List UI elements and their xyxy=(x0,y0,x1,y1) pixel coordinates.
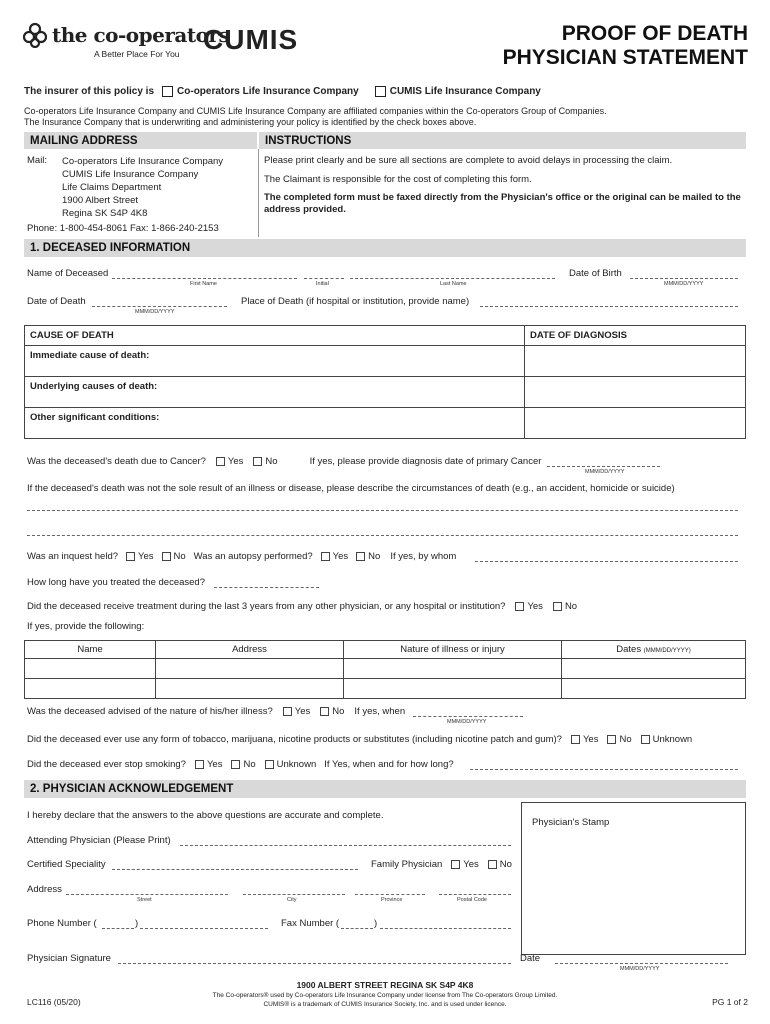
dob-field[interactable] xyxy=(630,278,738,279)
insurer-row xyxy=(24,86,541,97)
provider-nature-cell[interactable] xyxy=(344,679,562,699)
attending-field[interactable] xyxy=(180,845,511,846)
mailing-lines xyxy=(62,155,223,220)
affiliation-note-1: Co-operators Life Insurance Company and CUMIS Life Insurance Company are affiliated companies within the Co-operators Group of Companies. xyxy=(24,106,607,116)
coop-life-checkbox[interactable] xyxy=(162,86,173,97)
column-divider xyxy=(258,149,259,237)
pod-field[interactable] xyxy=(480,306,738,307)
declare-text: I hereby declare that the answers to the above questions are accurate and complete. xyxy=(27,810,384,821)
attending-label: Attending Physician (Please Print) xyxy=(27,835,171,846)
cancer-if-label: If yes, please provide diagnosis date of primary Cancer xyxy=(309,456,542,467)
dob-hint: MMM/DD/YYYY xyxy=(664,281,704,287)
section1-heading: 1. DECEASED INFORMATION xyxy=(24,239,746,257)
cause-header: CAUSE OF DEATH xyxy=(25,326,525,346)
col-dates xyxy=(562,641,746,659)
col-dates-format: (MMM/DD/YYYY) xyxy=(643,648,691,654)
footer-license-1: The Co-operators® used by Co-operators Life Insurance Company under license from The Co-operators Group Limited. xyxy=(212,992,558,999)
coop-tagline: A Better Place For You xyxy=(94,49,180,59)
postal-field[interactable] xyxy=(439,894,511,895)
not-sole-label: If the deceased's death was not the sole result of an illness or disease, please describe the circumstances of death (e.g., an accident, homicide or suicide) xyxy=(27,483,675,494)
tobacco-row xyxy=(27,734,692,745)
certified-label: Certified Speciality xyxy=(27,859,106,870)
form-code: LC116 (05/20) xyxy=(27,997,81,1007)
form-title xyxy=(503,22,748,70)
cumis-logo: CUMIS xyxy=(203,24,299,55)
section2-heading: 2. PHYSICIAN ACKNOWLEDGEMENT xyxy=(24,780,746,798)
yes-label: Yes xyxy=(582,734,599,745)
certified-field[interactable] xyxy=(112,869,358,870)
yes-label: Yes xyxy=(138,551,154,562)
coop-logo xyxy=(22,22,229,59)
cancer-question: Was the deceased's death due to Cancer? xyxy=(27,456,206,467)
page-number: PG 1 of 2 xyxy=(712,997,748,1007)
treatment-question: Did the deceased receive treatment during the last 3 years from any other physician, or any hospital or institution? xyxy=(27,601,506,612)
mail-label: Mail: xyxy=(27,155,48,166)
underlying-cause-cell[interactable]: Underlying causes of death: xyxy=(25,377,525,408)
signature-field[interactable] xyxy=(118,963,511,964)
cumis-life-option: CUMIS Life Insurance Company xyxy=(389,86,541,97)
col-name: Name xyxy=(25,641,156,659)
city-hint: City xyxy=(287,897,297,903)
inquest-no-checkbox[interactable] xyxy=(162,552,171,561)
provider-dates-cell[interactable] xyxy=(562,659,746,679)
mail-line: Co-operators Life Insurance Company xyxy=(62,156,224,167)
autopsy-no-checkbox[interactable] xyxy=(356,552,365,561)
tobacco-unknown-checkbox[interactable] xyxy=(641,735,650,744)
cancer-yes-checkbox[interactable] xyxy=(216,457,225,466)
cancer-date-hint: MMM/DD/YYYY xyxy=(585,469,625,475)
phone-paren: ) xyxy=(135,918,139,929)
immediate-cause-cell[interactable]: Immediate cause of death: xyxy=(25,346,525,377)
unknown-label: Unknown xyxy=(276,759,317,770)
col-dates-label: Dates xyxy=(616,644,642,655)
affiliation-note-2: The Insurance Company that is underwriting and administering your policy is identified by the check boxes above. xyxy=(24,117,477,127)
yes-label: Yes xyxy=(206,759,223,770)
footer-address: 1900 ALBERT STREET REGINA SK S4P 4K8 xyxy=(296,980,474,990)
initial-field[interactable] xyxy=(304,278,344,279)
fax-field[interactable] xyxy=(380,928,511,929)
diagnosis-header: DATE OF DIAGNOSIS xyxy=(525,326,746,346)
no-label: No xyxy=(368,551,381,562)
mail-line: Life Claims Department xyxy=(62,182,162,193)
phone-label: Phone Number ( xyxy=(27,918,97,929)
stop-no-checkbox[interactable] xyxy=(231,760,240,769)
yes-label: Yes xyxy=(294,706,311,717)
other-diagnosis-cell[interactable] xyxy=(525,408,746,439)
treatment-no-checkbox[interactable] xyxy=(553,602,562,611)
circumstances-line-2[interactable] xyxy=(27,535,738,536)
no-label: No xyxy=(564,601,578,612)
no-label: No xyxy=(332,706,345,717)
provider-dates-cell[interactable] xyxy=(562,679,746,699)
coop-brand: the co-operators xyxy=(52,23,230,47)
no-label: No xyxy=(499,859,512,870)
coop-logo-icon xyxy=(22,22,48,48)
autopsy-yes-checkbox[interactable] xyxy=(321,552,330,561)
yes-label: Yes xyxy=(227,456,244,467)
footer-license-2: CUMIS® is a trademark of CUMIS Insurance Society, Inc. and is used under licence. xyxy=(263,1001,507,1008)
tobacco-yes-checkbox[interactable] xyxy=(571,735,580,744)
family-yes-checkbox[interactable] xyxy=(451,860,460,869)
fax-area-field[interactable] xyxy=(341,928,373,929)
if-yes-when-label: If yes, when xyxy=(354,706,406,717)
treatment-yes-checkbox[interactable] xyxy=(515,602,524,611)
physician-stamp-box[interactable] xyxy=(521,802,746,955)
mailing-phone: Phone: 1-800-454-8061 Fax: 1-866-240-2153 xyxy=(27,223,219,234)
instructions-heading: INSTRUCTIONS xyxy=(259,132,746,149)
province-field[interactable] xyxy=(355,894,425,895)
yes-label: Yes xyxy=(332,551,349,562)
dod-field[interactable] xyxy=(92,306,227,307)
when-how-long-field[interactable] xyxy=(470,769,738,770)
provider-name-cell[interactable] xyxy=(25,659,156,679)
provider-name-cell[interactable] xyxy=(25,679,156,699)
last-name-hint: Last Name xyxy=(440,281,467,287)
first-name-field[interactable] xyxy=(112,278,297,279)
stop-yes-checkbox[interactable] xyxy=(195,760,204,769)
no-label: No xyxy=(173,551,186,562)
instruction-1: Please print clearly and be sure all sections are complete to avoid delays in processing the claim. xyxy=(264,155,673,166)
autopsy-question: Was an autopsy performed? xyxy=(193,551,313,562)
signature-label: Physician Signature xyxy=(27,953,111,964)
cancer-row xyxy=(27,456,541,467)
family-row xyxy=(371,859,512,870)
advised-no-checkbox[interactable] xyxy=(320,707,329,716)
if-yes-provide: If yes, provide the following: xyxy=(27,621,145,632)
provider-nature-cell[interactable] xyxy=(344,659,562,679)
mail-line: 1900 Albert Street xyxy=(62,195,139,206)
street-field[interactable] xyxy=(66,894,228,895)
advised-row xyxy=(27,706,405,717)
treatment-row xyxy=(27,601,577,612)
yes-label: Yes xyxy=(527,601,543,612)
dod-hint: MMM/DD/YYYY xyxy=(135,309,175,315)
no-label: No xyxy=(265,456,278,467)
advised-date-field[interactable] xyxy=(413,716,523,717)
title-line1: PROOF OF DEATH xyxy=(561,22,748,45)
family-label: Family Physician xyxy=(371,859,443,870)
advised-question: Was the deceased advised of the nature of his/her illness? xyxy=(27,706,273,717)
other-conditions-cell[interactable]: Other significant conditions: xyxy=(25,408,525,439)
cause-of-death-table xyxy=(24,325,746,439)
pod-label: Place of Death (if hospital or institution, provide name) xyxy=(241,296,470,307)
sign-date-field[interactable] xyxy=(555,963,728,964)
fax-label: Fax Number ( xyxy=(281,918,340,929)
inquest-row xyxy=(27,551,456,562)
coop-life-option: Co-operators Life Insurance Company xyxy=(177,86,359,97)
address-label: Address xyxy=(27,884,62,895)
yes-label: Yes xyxy=(463,859,479,870)
stop-smoking-question: Did the deceased ever stop smoking? xyxy=(27,759,186,770)
cumis-life-checkbox[interactable] xyxy=(375,86,386,97)
dob-label: Date of Birth xyxy=(569,268,622,279)
mailing-heading: MAILING ADDRESS xyxy=(24,132,257,149)
stamp-label: Physician's Stamp xyxy=(532,817,610,828)
instruction-3: The completed form must be faxed directly from the Physician's office or the original can be mailed to the address provided. xyxy=(264,192,741,215)
dod-label: Date of Death xyxy=(27,296,86,307)
inquest-question: Was an inquest held? xyxy=(27,551,119,562)
unknown-label: Unknown xyxy=(652,734,693,745)
advised-yes-checkbox[interactable] xyxy=(283,707,292,716)
mail-line: CUMIS Life Insurance Company xyxy=(62,169,199,180)
by-whom-label: If yes, by whom xyxy=(390,551,457,562)
date-label: Date xyxy=(520,953,541,964)
tobacco-no-checkbox[interactable] xyxy=(607,735,616,744)
cancer-date-field[interactable] xyxy=(547,466,660,467)
inquest-yes-checkbox[interactable] xyxy=(126,552,135,561)
immediate-diagnosis-cell[interactable] xyxy=(525,346,746,377)
city-field[interactable] xyxy=(243,894,345,895)
provider-address-cell[interactable] xyxy=(156,679,344,699)
fax-paren: ) xyxy=(374,918,378,929)
affiliation-note xyxy=(24,106,744,128)
col-nature: Nature of illness or injury xyxy=(344,641,562,659)
postal-hint: Postal Code xyxy=(457,897,487,903)
phone-area-field[interactable] xyxy=(102,928,134,929)
underlying-diagnosis-cell[interactable] xyxy=(525,377,746,408)
no-label: No xyxy=(619,734,632,745)
circumstances-line-1[interactable] xyxy=(27,510,738,511)
province-hint: Province xyxy=(381,897,403,903)
stop-smoking-row xyxy=(27,759,454,770)
initial-hint: Initial xyxy=(316,281,329,287)
when-how-long-label: If Yes, when and for how long? xyxy=(324,759,454,770)
last-name-field[interactable] xyxy=(350,278,555,279)
sign-date-hint: MMM/DD/YYYY xyxy=(620,966,660,972)
advised-date-hint: MMM/DD/YYYY xyxy=(447,719,487,725)
mail-line: Regina SK S4P 4K8 xyxy=(62,208,148,219)
no-label: No xyxy=(243,759,256,770)
tobacco-question: Did the deceased ever use any form of tobacco, marijuana, nicotine products or substitutes (including nicotine patch and gum)? xyxy=(27,734,562,745)
insurer-label: The insurer of this policy is xyxy=(24,86,155,97)
street-hint: Street xyxy=(137,897,152,903)
instruction-2: The Claimant is responsible for the cost of completing this form. xyxy=(264,174,532,185)
how-long-field[interactable] xyxy=(214,587,319,588)
provider-address-cell[interactable] xyxy=(156,659,344,679)
family-no-checkbox[interactable] xyxy=(488,860,497,869)
stop-unknown-checkbox[interactable] xyxy=(265,760,274,769)
phone-field[interactable] xyxy=(140,928,268,929)
how-long-label: How long have you treated the deceased? xyxy=(27,577,205,588)
name-label: Name of Deceased xyxy=(27,268,109,279)
cancer-no-checkbox[interactable] xyxy=(253,457,262,466)
providers-table xyxy=(24,640,746,699)
col-address: Address xyxy=(156,641,344,659)
first-name-hint: First Name xyxy=(190,281,217,287)
by-whom-field[interactable] xyxy=(475,561,738,562)
title-line2: PHYSICIAN STATEMENT xyxy=(502,46,748,69)
